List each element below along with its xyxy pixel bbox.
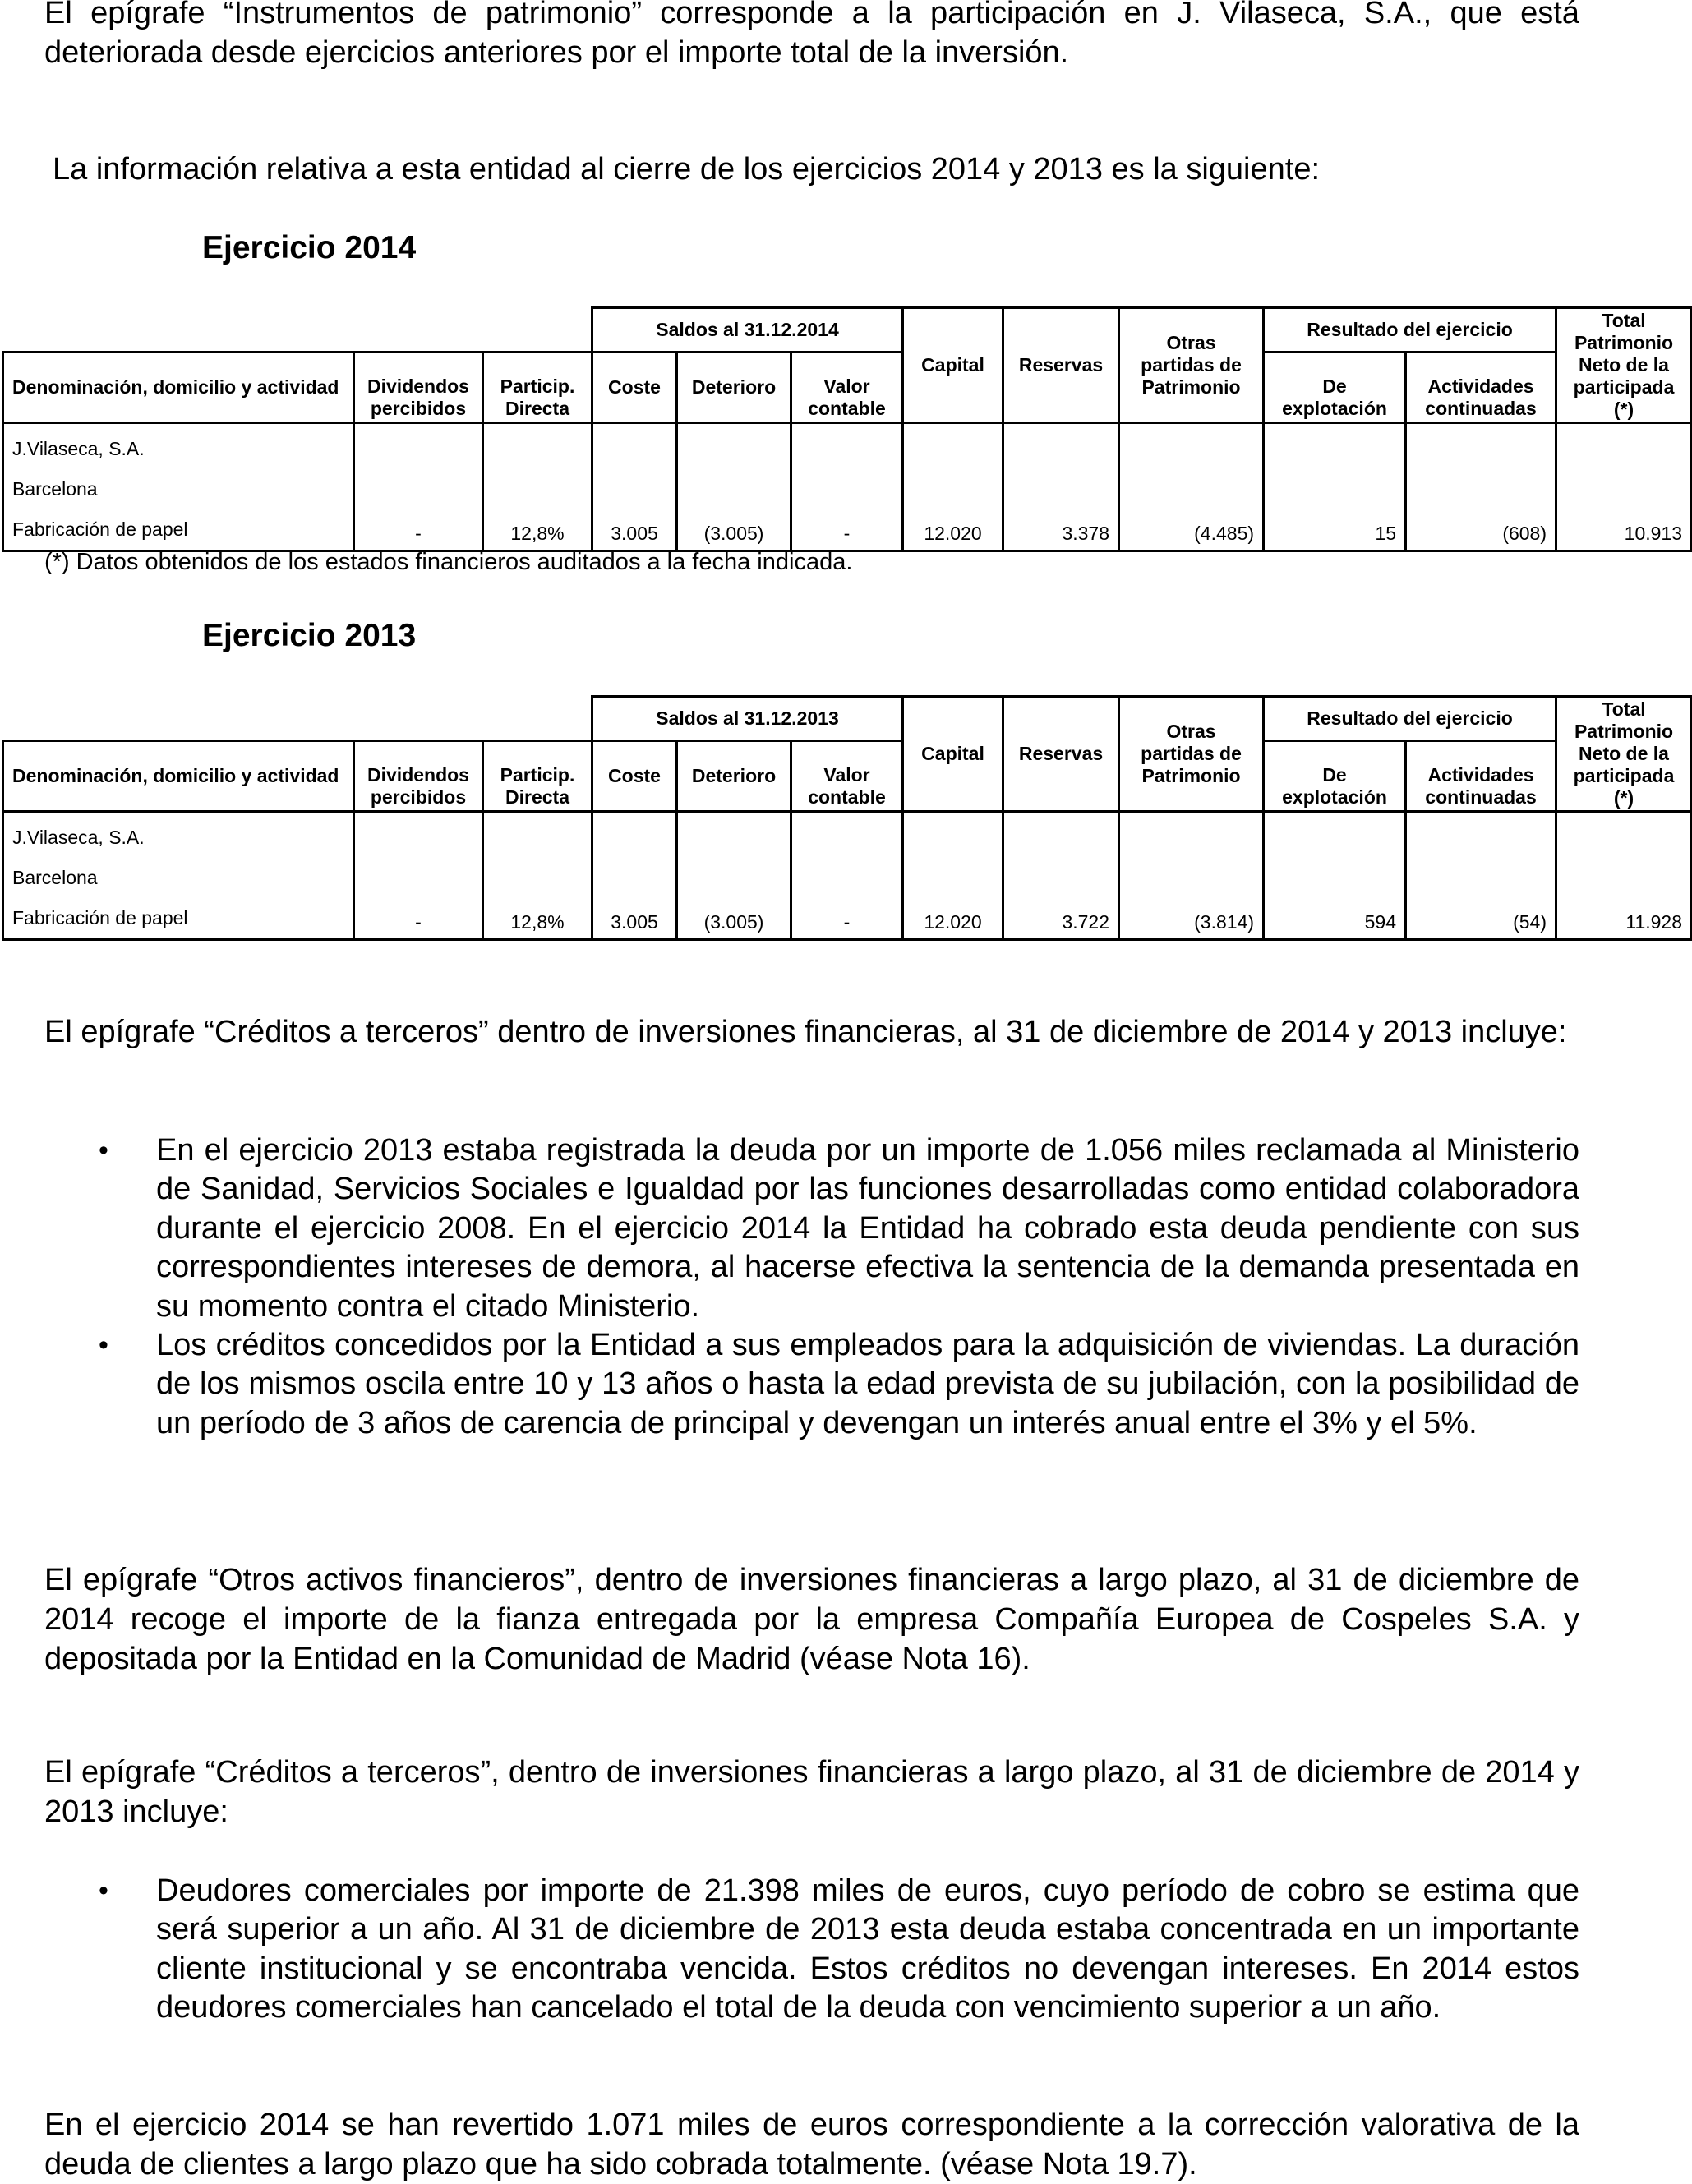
bullet-icon: • — [99, 1875, 108, 1906]
entity-name: J.Vilaseca, S.A. — [12, 827, 145, 848]
intro-paragraph: El epígrafe “Instrumentos de patrimonio” corresponde a la participación en J. Vilaseca, S.A., que está deteriorada desde ejercicios anteriores por el importe total de la inversión. — [44, 0, 1579, 70]
header-dividendos: Dividendos percibidos — [354, 352, 483, 423]
header-explotacion: De explotación — [1264, 352, 1406, 423]
creditos-bullet-list — [44, 1131, 1579, 1443]
list-item — [44, 1131, 1579, 1326]
header-coste: Coste — [592, 741, 677, 812]
header-deterioro: Deterioro — [677, 352, 791, 423]
header-capital: Capital — [903, 308, 1003, 423]
entity-domicile: Barcelona — [12, 478, 98, 500]
cell-total: 11.928 — [1556, 812, 1692, 940]
list-item — [44, 1872, 1579, 2028]
header-explotacion: De explotación — [1264, 741, 1406, 812]
header-denominacion: Denominación, domicilio y actividad — [3, 741, 354, 812]
header-saldos: Saldos al 31.12.2013 — [592, 697, 903, 741]
list-item — [44, 1326, 1579, 1443]
entity-activity: Fabricación de papel — [12, 518, 188, 540]
bullet-text: En el ejercicio 2013 estaba registrada la deuda por un importe de 1.056 miles reclamada al Ministerio de Sanidad, Servicios Sociales e Igualdad por las funciones desarrolladas como entidad colaboradora durante el ejercicio 2008. En el ejercicio 2014 la Entidad ha cobrado esta deuda pendiente con sus correspondientes intereses de demora, al hacerse efectiva la sentencia de la demanda presentada en su momento contra el citado Ministerio. — [156, 1133, 1579, 1324]
cell-actividades: (608) — [1406, 423, 1556, 551]
header-total-patrimonio: Total Patrimonio Neto de la participada (*) — [1556, 697, 1692, 812]
header-otras-partidas: Otras partidas de Patrimonio — [1119, 697, 1264, 812]
bullet-icon: • — [99, 1135, 108, 1166]
bullet-text: Los créditos concedidos por la Entidad a sus empleados para la adquisición de viviendas. La duración de los mismos oscila entre 10 y 13 años o hasta la edad prevista de su jubilación, con la posibilidad de un período de 3 años de carencia de principal y devengan un interés anual entre el 3% y el 5%. — [156, 1328, 1579, 1440]
creditos-lp-intro-paragraph: El epígrafe “Créditos a terceros”, dentro de inversiones financieras a largo plazo, al 31 de diciembre de 2014 y 2013 incluye: — [44, 1755, 1579, 1829]
creditos-intro-paragraph: El epígrafe “Créditos a terceros” dentro de inversiones financieras, al 31 de diciembre de 2014 y 2013 incluye: — [44, 1015, 1567, 1049]
header-denominacion: Denominación, domicilio y actividad — [3, 352, 354, 423]
cell-reservas: 3.722 — [1003, 812, 1119, 940]
cell-dividendos: - — [354, 812, 483, 940]
header-particip: Particip. Directa — [483, 352, 592, 423]
header-otras-partidas: Otras partidas de Patrimonio — [1119, 308, 1264, 423]
entity-cell — [3, 423, 354, 551]
final-paragraph: En el ejercicio 2014 se han revertido 1.071 miles de euros correspondiente a la corrección valorativa de la deuda de clientes a largo plazo que ha sido cobrada totalmente. (véase Nota 19.7). — [44, 2108, 1579, 2182]
header-deterioro: Deterioro — [677, 741, 791, 812]
entity-cell — [3, 812, 354, 940]
table-row — [3, 423, 1692, 551]
header-dividendos: Dividendos percibidos — [354, 741, 483, 812]
header-reservas: Reservas — [1003, 308, 1119, 423]
header-reservas: Reservas — [1003, 697, 1119, 812]
header-saldos: Saldos al 31.12.2014 — [592, 308, 903, 352]
table-heading-2014: Ejercicio 2014 — [202, 230, 417, 265]
entity-name: J.Vilaseca, S.A. — [12, 438, 145, 459]
bullet-text: Deudores comerciales por importe de 21.398 miles de euros, cuyo período de cobro se estima que será superior a un año. Al 31 de diciembre de 2013 esta deuda estaba concentrada en un importante cliente institucional y se encontraba vencida. Estos créditos no devengan intereses. En 2014 estos deudores comerciales han cancelado el total de la deuda con vencimiento superior a un año. — [156, 1873, 1579, 2025]
table-heading-2013: Ejercicio 2013 — [202, 618, 417, 653]
cell-particip: 12,8% — [483, 812, 592, 940]
cell-coste: 3.005 — [592, 423, 677, 551]
intro-paragraph-2: La información relativa a esta entidad al cierre de los ejercicios 2014 y 2013 es la siguiente: — [53, 152, 1321, 187]
header-actividades: Actividades continuadas — [1406, 352, 1556, 423]
bullet-icon: • — [99, 1329, 108, 1362]
otros-activos-paragraph: El epígrafe “Otros activos financieros”, dentro de inversiones financieras a largo plazo, al 31 de diciembre de 2014 recoge el importe de la fianza entregada por la empresa Compañía Europea de Cospeles S.A. y depositada por la Entidad en la Comunidad de Madrid (véase Nota 16). — [44, 1563, 1579, 1676]
entity-activity: Fabricación de papel — [12, 907, 188, 928]
cell-particip: 12,8% — [483, 423, 592, 551]
header-coste: Coste — [592, 352, 677, 423]
cell-deterioro: (3.005) — [677, 812, 791, 940]
header-valor-contable: Valor contable — [791, 352, 903, 423]
cell-actividades: (54) — [1406, 812, 1556, 940]
header-capital: Capital — [903, 697, 1003, 812]
entity-domicile: Barcelona — [12, 867, 98, 888]
financial-table-2013 — [2, 695, 1692, 941]
cell-reservas: 3.378 — [1003, 423, 1119, 551]
cell-explotacion: 15 — [1264, 423, 1406, 551]
header-total-patrimonio: Total Patrimonio Neto de la participada (*) — [1556, 308, 1692, 423]
table-row — [3, 812, 1692, 940]
cell-otras-partidas: (3.814) — [1119, 812, 1264, 940]
header-resultado: Resultado del ejercicio — [1264, 308, 1556, 352]
creditos-lp-bullet-list — [44, 1872, 1579, 2028]
cell-coste: 3.005 — [592, 812, 677, 940]
header-valor-contable: Valor contable — [791, 741, 903, 812]
cell-otras-partidas: (4.485) — [1119, 423, 1264, 551]
cell-valor-contable: - — [791, 812, 903, 940]
table-footnote: (*) Datos obtenidos de los estados financieros auditados a la fecha indicada. — [44, 549, 853, 575]
header-resultado: Resultado del ejercicio — [1264, 697, 1556, 741]
cell-capital: 12.020 — [903, 423, 1003, 551]
cell-total: 10.913 — [1556, 423, 1692, 551]
cell-dividendos: - — [354, 423, 483, 551]
financial-table-2014 — [2, 306, 1692, 552]
header-actividades: Actividades continuadas — [1406, 741, 1556, 812]
cell-valor-contable: - — [791, 423, 903, 551]
cell-explotacion: 594 — [1264, 812, 1406, 940]
header-particip: Particip. Directa — [483, 741, 592, 812]
cell-capital: 12.020 — [903, 812, 1003, 940]
cell-deterioro: (3.005) — [677, 423, 791, 551]
